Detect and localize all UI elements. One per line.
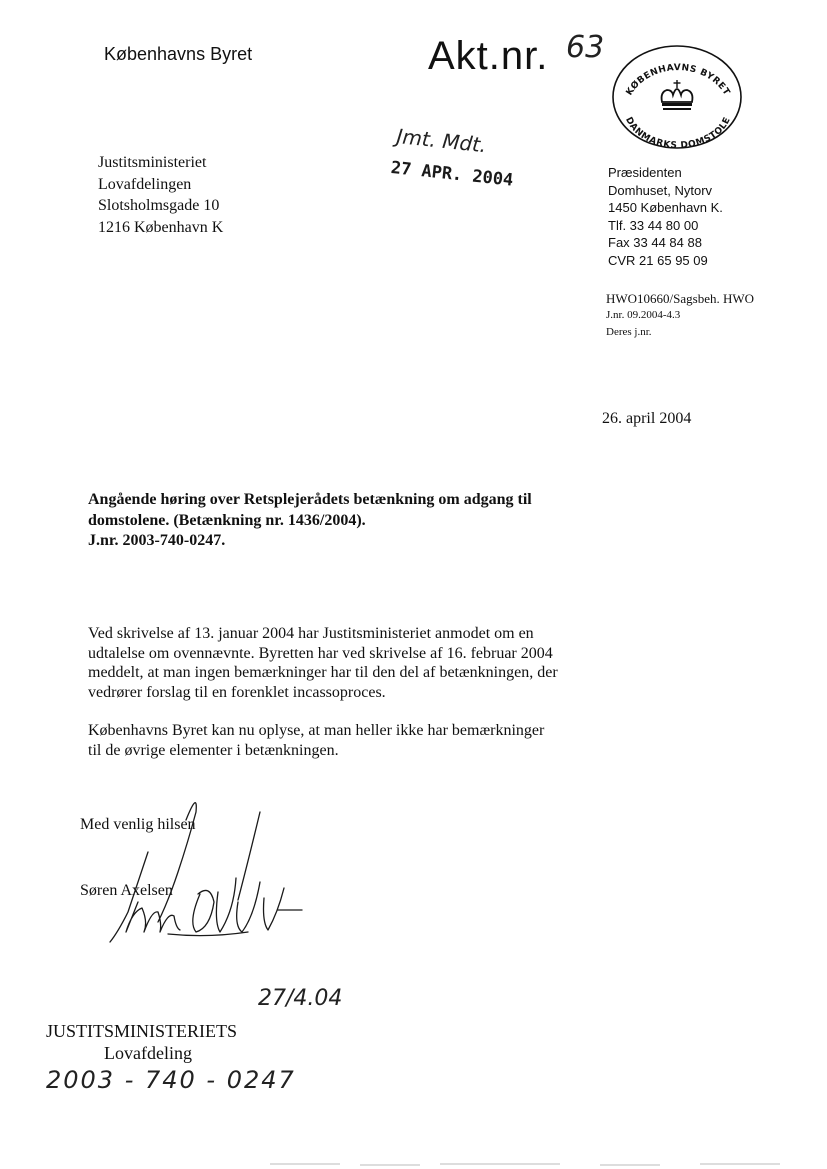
subject-line: Angående høring over Retsplejerådets betænkning om adgang til [88, 491, 532, 508]
court-seal-icon [610, 44, 744, 150]
sender-line: 1450 København K. [608, 200, 723, 215]
received-date-stamp: 27 APR. 2004 [389, 158, 515, 191]
recipient-line: Slotsholmsgade 10 [98, 197, 220, 214]
seal-top-text: KØBENHAVNS BYRET [624, 63, 732, 98]
body-paragraph [88, 721, 558, 760]
journal-number: J.nr. 09.2004-4.3 [606, 309, 681, 321]
reference-block [606, 290, 754, 341]
case-reference: HWO10660/Sagsbeh. HWO [606, 291, 755, 306]
signature-scribble [88, 782, 308, 952]
handwritten-case-number: 2003 - 740 - 0247 [46, 1066, 296, 1094]
sender-line: Præsidenten [608, 165, 682, 180]
body-line: vedrører forslag til en forenklet incassoproces. [88, 683, 386, 701]
court-name: Københavns Byret [104, 44, 253, 64]
sender-line: Domhuset, Nytorv [608, 182, 713, 198]
ministry-stamp [46, 1020, 237, 1064]
body-line: til de øvrige elementer i betænkningen. [88, 741, 339, 759]
signer-name: Søren Axelsen [80, 882, 173, 899]
body-paragraph [88, 624, 558, 702]
sender-address [608, 164, 723, 269]
svg-text:KØBENHAVNS BYRET [625, 63, 732, 98]
scan-artifact-marks [0, 1158, 827, 1169]
letter-body [88, 624, 558, 779]
body-line: udtalelse om ovennævnte. Byretten har ved skrivelse af 16. februar 2004 [88, 644, 553, 662]
ministry-stamp-department: Lovafdeling [104, 1043, 192, 1063]
svg-text:DANMARKS DOMSTOLE [623, 116, 733, 150]
subject-line: J.nr. 2003-740-0247. [88, 532, 226, 549]
received-stamp-label: Jmt. Mdt. [395, 124, 488, 158]
body-line: Ved skrivelse af 13. januar 2004 har Justitsministeriet anmodet om en [88, 625, 534, 642]
sender-line: Fax 33 44 84 88 [608, 235, 702, 250]
akt-label: Akt.nr. [428, 34, 549, 78]
sender-line: CVR 21 65 95 09 [608, 252, 708, 268]
their-reference: Deres j.nr. [606, 326, 652, 338]
akt-number-handwritten: 63 [566, 30, 605, 65]
subject-block [88, 490, 532, 552]
subject-line: domstolene. (Betænkning nr. 1436/2004). [88, 511, 366, 529]
ministry-stamp-title: JUSTITSMINISTERIETS [46, 1021, 238, 1041]
handwritten-date: 27/4.04 [258, 986, 343, 1011]
letter-date: 26. april 2004 [602, 410, 692, 427]
sender-line: Tlf. 33 44 80 00 [608, 217, 699, 233]
crown-icon [662, 80, 693, 110]
seal-bottom-text: DANMARKS DOMSTOLE [623, 115, 733, 150]
recipient-address [98, 152, 223, 238]
recipient-line: 1216 København K [98, 218, 224, 236]
recipient-line: Lovafdelingen [98, 175, 192, 193]
closing-greeting: Med venlig hilsen [80, 816, 196, 833]
body-line: Københavns Byret kan nu oplyse, at man heller ikke har bemærkninger [88, 722, 545, 739]
recipient-line: Justitsministeriet [98, 154, 207, 171]
body-line: meddelt, at man ingen bemærkninger har til den del af betænkningen, der [88, 664, 558, 681]
